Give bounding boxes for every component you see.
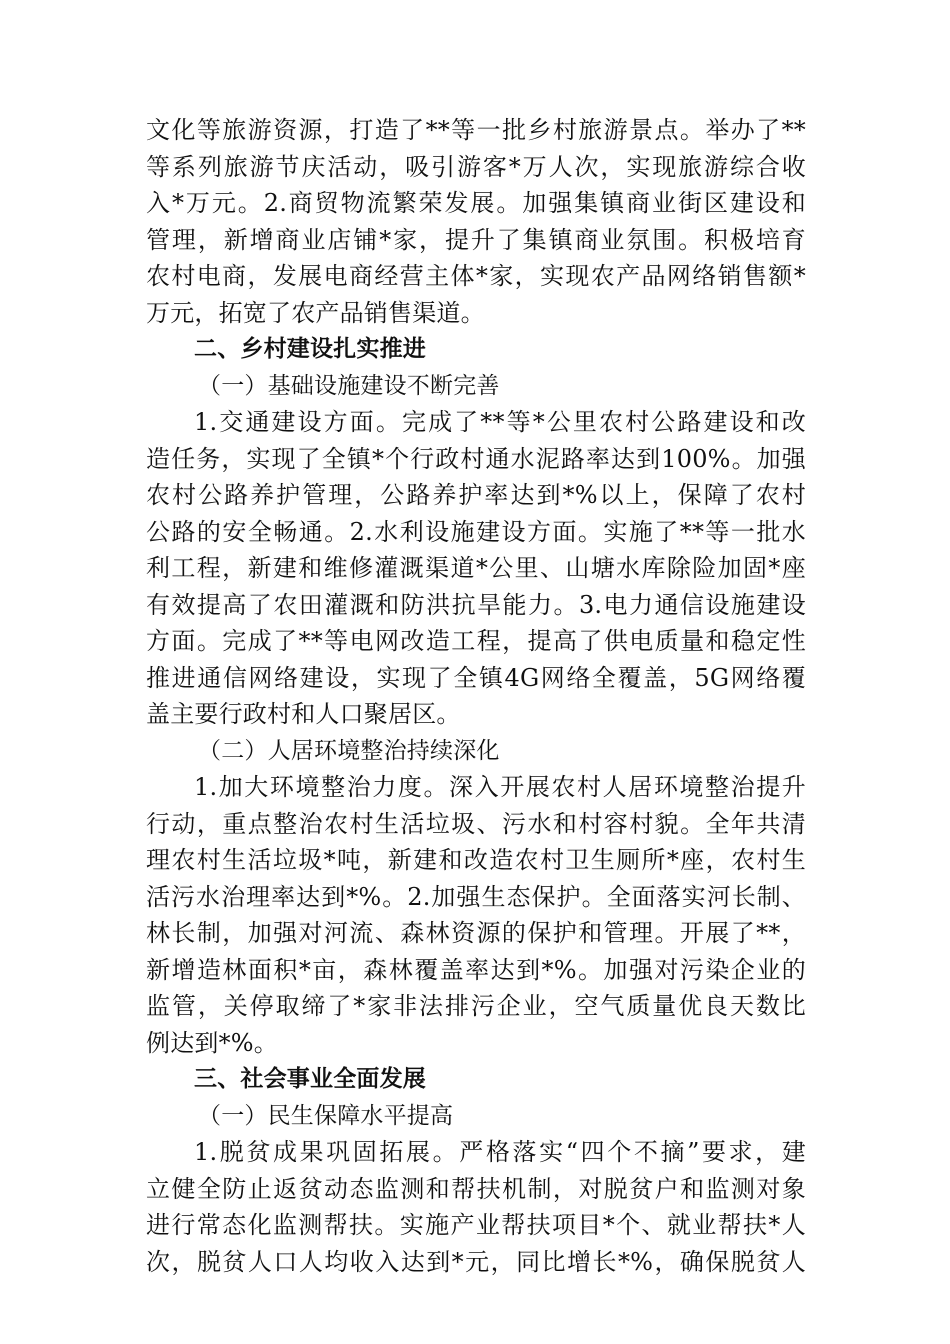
subsection-heading: （一）民生保障水平提高 [198, 1102, 454, 1129]
body-line: 万元，拓宽了农产品销售渠道。 [146, 298, 485, 327]
body-line: 方面。完成了**等电网改造工程，提高了供电质量和稳定性 [146, 627, 806, 655]
body-line: 1.交通建设方面。完成了**等*公里农村公路建设和改 [194, 408, 806, 436]
body-line: 1.脱贫成果巩固拓展。严格落实“四个不摘”要求，建 [194, 1138, 806, 1166]
body-line: 1.加大环境整治力度。深入开展农村人居环境整治提升 [194, 773, 806, 801]
body-line: 造任务，实现了全镇*个行政村通水泥路率达到100%。加强 [146, 444, 806, 473]
body-line: 公路的安全畅通。2.水利设施建设方面。实施了**等一批水 [146, 517, 806, 546]
body-line: 立健全防止返贫动态监测和帮扶机制，对脱贫户和监测对象 [146, 1174, 806, 1203]
body-line: 次，脱贫人口人均收入达到*元，同比增长*%，确保脱贫人 [146, 1247, 806, 1276]
body-line: 等系列旅游节庆活动，吸引游客*万人次，实现旅游综合收 [146, 152, 806, 181]
body-line: 农村电商，发展电商经营主体*家，实现农产品网络销售额* [146, 262, 806, 290]
body-line: 利工程，新建和维修灌溉渠道*公里、山塘水库除险加固*座 [146, 554, 806, 582]
body-line: 行动，重点整治农村生活垃圾、污水和村容村貌。全年共清 [146, 809, 806, 838]
section-heading: 二、乡村建设扎实推进 [194, 336, 426, 362]
document-body [146, 112, 806, 1280]
body-line: 文化等旅游资源，打造了**等一批乡村旅游景点。举办了** [146, 116, 806, 144]
body-line: 管理，新增商业店铺*家，提升了集镇商业氛围。积极培育 [146, 225, 806, 254]
body-line: 理农村生活垃圾*吨，新建和改造农村卫生厕所*座，农村生 [146, 846, 806, 874]
body-line: 监管，关停取缔了*家非法排污企业，空气质量优良天数比 [146, 992, 806, 1020]
body-line: 入*万元。2.商贸物流繁荣发展。加强集镇商业街区建设和 [146, 189, 806, 217]
body-line: 例达到*%。 [146, 1028, 279, 1057]
subsection-heading: （一）基础设施建设不断完善 [198, 372, 500, 399]
body-line: 推进通信网络建设，实现了全镇4G网络全覆盖，5G网络覆 [146, 663, 806, 692]
body-line: 盖主要行政村和人口聚居区。 [146, 700, 461, 728]
section-heading: 三、社会事业全面发展 [194, 1066, 426, 1092]
body-line: 新增造林面积*亩，森林覆盖率达到*%。加强对污染企业的 [146, 955, 806, 984]
body-line: 进行常态化监测帮扶。实施产业帮扶项目*个、就业帮扶*人 [146, 1211, 806, 1239]
body-line: 林长制，加强对河流、森林资源的保护和管理。开展了**， [146, 919, 806, 947]
body-line: 有效提高了农田灌溉和防洪抗旱能力。3.电力通信设施建设 [146, 590, 806, 619]
subsection-heading: （二）人居环境整治持续深化 [198, 737, 500, 764]
body-line: 农村公路养护管理，公路养护率达到*%以上，保障了农村 [146, 481, 806, 509]
body-line: 活污水治理率达到*%。2.加强生态保护。全面落实河长制、 [146, 882, 806, 911]
